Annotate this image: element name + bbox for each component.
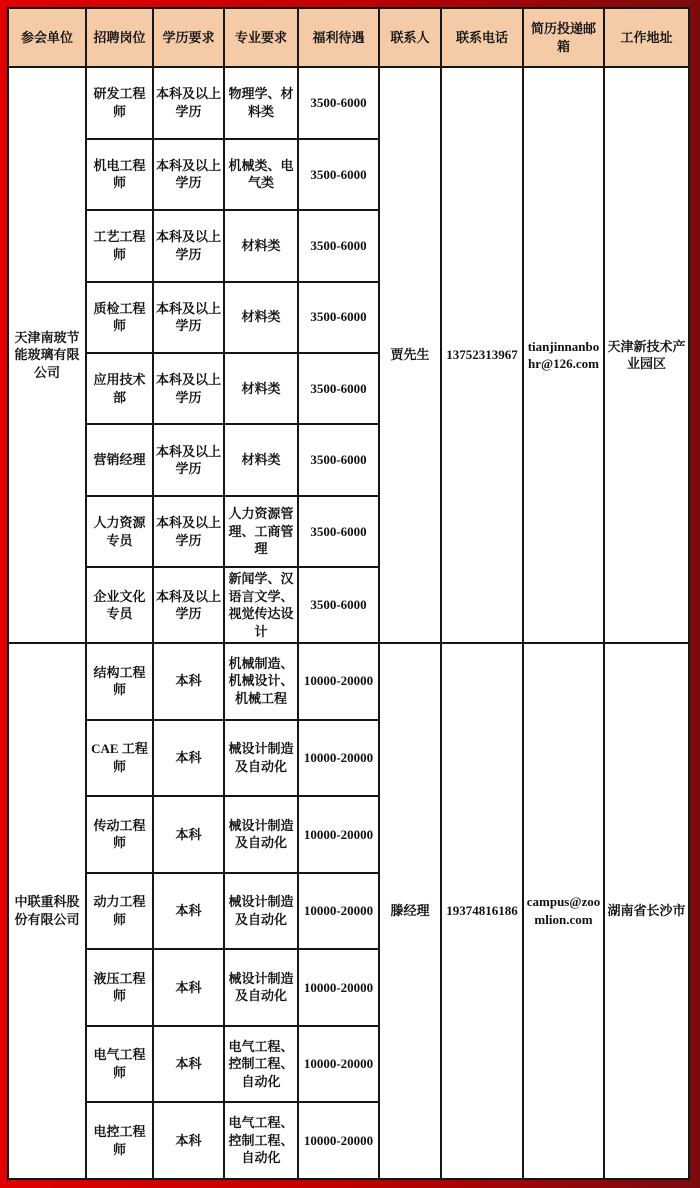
position-cell: 应用技术部 [86,353,153,424]
position-cell: 研发工程师 [86,67,153,138]
header-salary: 福利待遇 [298,8,379,67]
salary-cell: 3500-6000 [298,353,379,424]
major-cell: 电气工程、控制工程、自动化 [224,1102,298,1179]
education-cell: 本科及以上学历 [153,353,224,424]
salary-cell: 10000-20000 [298,796,379,873]
major-cell: 材料类 [224,282,298,353]
salary-cell: 3500-6000 [298,139,379,210]
position-cell: 传动工程师 [86,796,153,873]
position-cell: 电气工程师 [86,1026,153,1103]
header-email: 简历投递邮箱 [523,8,604,67]
salary-cell: 3500-6000 [298,424,379,495]
address-cell: 湖南省长沙市 [604,643,689,1179]
salary-cell: 3500-6000 [298,67,379,138]
company-name-cell: 中联重科股份有限公司 [8,643,86,1179]
phone-cell: 13752313967 [441,67,523,643]
position-cell: 企业文化专员 [86,567,153,643]
header-position: 招聘岗位 [86,8,153,67]
email-cell: tianjinnanbohr@126.com [523,67,604,643]
header-phone: 联系电话 [441,8,523,67]
job-fair-table [7,7,690,1180]
major-cell: 机械类、电气类 [224,139,298,210]
position-cell: 动力工程师 [86,873,153,950]
phone-cell: 19374816186 [441,643,523,1179]
header-address: 工作地址 [604,8,689,67]
salary-cell: 3500-6000 [298,496,379,567]
company-name-cell: 天津南玻节能玻璃有限公司 [8,67,86,643]
position-cell: CAE 工程师 [86,720,153,797]
salary-cell: 3500-6000 [298,282,379,353]
header-company: 参会单位 [8,8,86,67]
education-cell: 本科及以上学历 [153,67,224,138]
education-cell: 本科 [153,796,224,873]
education-cell: 本科 [153,949,224,1026]
major-cell: 电气工程、控制工程、自动化 [224,1026,298,1103]
major-cell: 械设计制造及自动化 [224,949,298,1026]
position-cell: 质检工程师 [86,282,153,353]
education-cell: 本科及以上学历 [153,282,224,353]
major-cell: 械设计制造及自动化 [224,873,298,950]
education-cell: 本科及以上学历 [153,210,224,281]
education-cell: 本科 [153,873,224,950]
position-cell: 结构工程师 [86,643,153,720]
major-cell: 械设计制造及自动化 [224,796,298,873]
education-cell: 本科 [153,720,224,797]
position-cell: 工艺工程师 [86,210,153,281]
salary-cell: 3500-6000 [298,210,379,281]
position-cell: 电控工程师 [86,1102,153,1179]
education-cell: 本科 [153,643,224,720]
table-sheet [7,7,688,1180]
education-cell: 本科及以上学历 [153,424,224,495]
major-cell: 人力资源管理、工商管理 [224,496,298,567]
education-cell: 本科及以上学历 [153,567,224,643]
major-cell: 材料类 [224,353,298,424]
header-row [8,8,689,67]
salary-cell: 10000-20000 [298,1102,379,1179]
table-row [8,67,689,138]
salary-cell: 10000-20000 [298,949,379,1026]
education-cell: 本科 [153,1026,224,1103]
major-cell: 物理学、材料类 [224,67,298,138]
salary-cell: 10000-20000 [298,720,379,797]
contact-cell: 贾先生 [379,67,441,643]
contact-cell: 滕经理 [379,643,441,1179]
position-cell: 营销经理 [86,424,153,495]
header-major: 专业要求 [224,8,298,67]
header-contact: 联系人 [379,8,441,67]
table-row [8,643,689,720]
address-cell: 天津新技术产业园区 [604,67,689,643]
salary-cell: 10000-20000 [298,643,379,720]
major-cell: 新闻学、汉语言文学、视觉传达设计 [224,567,298,643]
position-cell: 人力资源专员 [86,496,153,567]
email-cell: campus@zoomlion.com [523,643,604,1179]
position-cell: 机电工程师 [86,139,153,210]
position-cell: 液压工程师 [86,949,153,1026]
education-cell: 本科及以上学历 [153,496,224,567]
education-cell: 本科及以上学历 [153,139,224,210]
salary-cell: 10000-20000 [298,1026,379,1103]
salary-cell: 3500-6000 [298,567,379,643]
major-cell: 机械制造、机械设计、机械工程 [224,643,298,720]
header-education: 学历要求 [153,8,224,67]
major-cell: 材料类 [224,210,298,281]
major-cell: 械设计制造及自动化 [224,720,298,797]
education-cell: 本科 [153,1102,224,1179]
major-cell: 材料类 [224,424,298,495]
salary-cell: 10000-20000 [298,873,379,950]
